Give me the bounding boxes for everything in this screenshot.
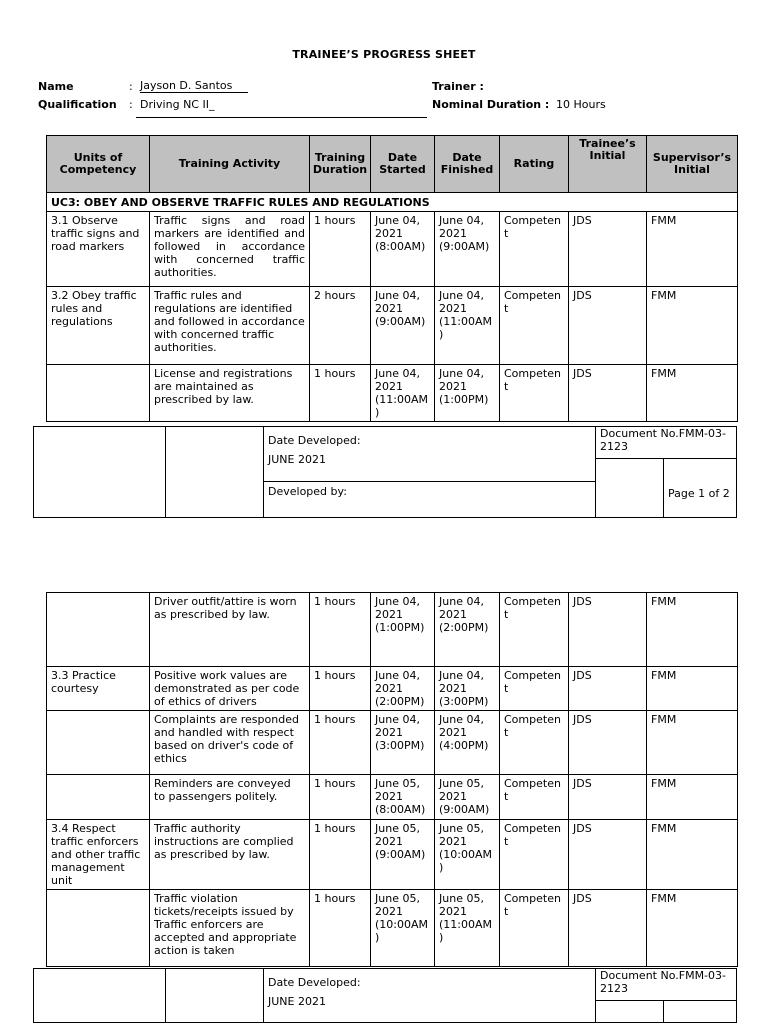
- document-title: TRAINEE’S PROGRESS SHEET: [292, 48, 476, 61]
- cell-started: June 04, 2021 (8:00AM): [371, 212, 435, 287]
- name-label: Name: [38, 80, 74, 93]
- cell-rating: Competent: [500, 775, 569, 820]
- cell-unit: [47, 775, 150, 820]
- cell-unit: [47, 890, 150, 967]
- unit-heading-row: [47, 193, 738, 212]
- document-number: Document No.FMM-03-2123: [596, 969, 737, 1001]
- cell-supervisor-initial: FMM: [647, 667, 738, 711]
- cell-trainee-initial: JDS: [569, 775, 647, 820]
- document-footer-page-1: [33, 426, 737, 518]
- cell-unit: 3.1 Observe traffic signs and road markers: [47, 212, 150, 287]
- table-row: [47, 890, 738, 967]
- cell-started: June 05, 2021 (9:00AM): [371, 820, 435, 890]
- cell-activity: Positive work values are demonstrated as per code of ethics of drivers: [150, 667, 310, 711]
- cell-finished: June 04, 2021 (1:00PM): [435, 365, 500, 422]
- cell-activity: Traffic signs and road markers are identified and followed in accordance with concerned traffic authorities.: [150, 212, 310, 287]
- cell-duration: 1 hours: [310, 775, 371, 820]
- name-colon: :: [129, 80, 133, 93]
- footer-blank-cell: [166, 427, 264, 518]
- cell-supervisor-initial: FMM: [647, 711, 738, 775]
- cell-finished: June 04, 2021 (9:00AM): [435, 212, 500, 287]
- col-header-finished: Date Finished: [435, 136, 500, 193]
- cell-trainee-initial: JDS: [569, 593, 647, 667]
- progress-table-page-2: [46, 592, 738, 967]
- cell-supervisor-initial: FMM: [647, 365, 738, 422]
- footer-logo-cell: [34, 427, 166, 518]
- date-developed-value: JUNE 2021: [268, 453, 326, 466]
- cell-supervisor-initial: FMM: [647, 593, 738, 667]
- cell-duration: 1 hours: [310, 593, 371, 667]
- col-header-trainee: Trainee’s Initial: [569, 136, 647, 193]
- cell-rating: Competent: [500, 365, 569, 422]
- cell-trainee-initial: JDS: [569, 890, 647, 967]
- cell-rating: Competent: [500, 820, 569, 890]
- date-developed-value: JUNE 2021: [268, 995, 326, 1008]
- cell-duration: 1 hours: [310, 711, 371, 775]
- cell-finished: June 04, 2021 (2:00PM): [435, 593, 500, 667]
- cell-duration: 1 hours: [310, 890, 371, 967]
- cell-rating: Competent: [500, 287, 569, 365]
- footer-blank-cell: [166, 969, 264, 1023]
- footer-logo-cell: [34, 969, 166, 1023]
- table-row: [47, 365, 738, 422]
- table-row: [47, 212, 738, 287]
- nominal-duration-value: 10 Hours: [556, 98, 606, 111]
- table-header-row: [47, 136, 738, 193]
- qualification-colon: :: [129, 98, 133, 111]
- cell-activity: Traffic violation tickets/receipts issued by Traffic enforcers are accepted and appropriate action is taken: [150, 890, 310, 967]
- table-row: [47, 593, 738, 667]
- cell-rating: Competent: [500, 711, 569, 775]
- cell-started: June 05, 2021 (8:00AM): [371, 775, 435, 820]
- cell-duration: 1 hours: [310, 820, 371, 890]
- progress-table-page-1: [46, 135, 738, 422]
- cell-unit: 3.3 Practice courtesy: [47, 667, 150, 711]
- cell-unit: 3.2 Obey traffic rules and regulations: [47, 287, 150, 365]
- cell-activity: Traffic authority instructions are complied as prescribed by law.: [150, 820, 310, 890]
- cell-finished: June 04, 2021 (4:00PM): [435, 711, 500, 775]
- col-header-supervisor: Supervisor’s Initial: [647, 136, 738, 193]
- table-row: [47, 711, 738, 775]
- qualification-underline: [136, 117, 427, 118]
- cell-finished: June 05, 2021 (11:00AM): [435, 890, 500, 967]
- col-header-rating: Rating: [500, 136, 569, 193]
- cell-started: June 04, 2021 (1:00PM): [371, 593, 435, 667]
- cell-trainee-initial: JDS: [569, 287, 647, 365]
- cell-finished: June 04, 2021 (11:00AM): [435, 287, 500, 365]
- col-header-duration: Training Duration: [310, 136, 371, 193]
- cell-started: June 04, 2021 (2:00PM): [371, 667, 435, 711]
- cell-unit: [47, 711, 150, 775]
- table-row: [47, 775, 738, 820]
- table-row: [47, 287, 738, 365]
- cell-finished: June 04, 2021 (3:00PM): [435, 667, 500, 711]
- document-footer-page-2: [33, 968, 737, 1023]
- document-number: Document No.FMM-03-2123: [596, 427, 737, 459]
- date-developed-label: Date Developed:: [268, 434, 361, 447]
- cell-started: June 04, 2021 (3:00PM): [371, 711, 435, 775]
- cell-started: June 05, 2021 (10:00AM): [371, 890, 435, 967]
- cell-rating: Competent: [500, 667, 569, 711]
- page-number: Page 1 of 2: [664, 459, 737, 518]
- cell-duration: 1 hours: [310, 667, 371, 711]
- cell-finished: June 05, 2021 (10:00AM): [435, 820, 500, 890]
- cell-unit: [47, 593, 150, 667]
- footer-date-developed: [264, 427, 596, 482]
- cell-supervisor-initial: FMM: [647, 820, 738, 890]
- cell-activity: Reminders are conveyed to passengers politely.: [150, 775, 310, 820]
- cell-trainee-initial: JDS: [569, 820, 647, 890]
- cell-duration: 1 hours: [310, 365, 371, 422]
- table-row: [47, 820, 738, 890]
- page-number-cell: [664, 1001, 737, 1023]
- cell-activity: Complaints are responded and handled with respect based on driver's code of ethics: [150, 711, 310, 775]
- cell-activity: Traffic rules and regulations are identified and followed in accordance with concerned traffic authorities.: [150, 287, 310, 365]
- cell-supervisor-initial: FMM: [647, 890, 738, 967]
- cell-trainee-initial: JDS: [569, 365, 647, 422]
- cell-finished: June 05, 2021 (9:00AM): [435, 775, 500, 820]
- unit-heading: UC3: OBEY AND OBSERVE TRAFFIC RULES AND REGULATIONS: [47, 193, 738, 212]
- cell-duration: 2 hours: [310, 287, 371, 365]
- cell-supervisor-initial: FMM: [647, 212, 738, 287]
- cell-activity: Driver outfit/attire is worn as prescribed by law.: [150, 593, 310, 667]
- table-row: [47, 667, 738, 711]
- col-header-unit: Units of Competency: [47, 136, 150, 193]
- cell-supervisor-initial: FMM: [647, 287, 738, 365]
- cell-duration: 1 hours: [310, 212, 371, 287]
- cell-rating: Competent: [500, 890, 569, 967]
- qualification-label: Qualification: [38, 98, 117, 111]
- cell-unit: [47, 365, 150, 422]
- name-value: Jayson D. Santos: [140, 80, 248, 93]
- date-developed-label: Date Developed:: [268, 976, 361, 989]
- cell-rating: Competent: [500, 212, 569, 287]
- cell-trainee-initial: JDS: [569, 711, 647, 775]
- cell-supervisor-initial: FMM: [647, 775, 738, 820]
- nominal-duration-label: Nominal Duration :: [432, 98, 550, 111]
- cell-started: June 04, 2021 (11:00AM): [371, 365, 435, 422]
- cell-activity: License and registrations are maintained as prescribed by law.: [150, 365, 310, 422]
- cell-unit: 3.4 Respect traffic enforcers and other traffic management unit: [47, 820, 150, 890]
- qualification-value: Driving NC II_: [140, 98, 215, 111]
- footer-blank-small-cell: [596, 1001, 664, 1023]
- trainer-label: Trainer :: [432, 80, 484, 93]
- footer-blank-small-cell: [596, 459, 664, 518]
- col-header-activity: Training Activity: [150, 136, 310, 193]
- footer-date-developed: [264, 969, 596, 1023]
- cell-trainee-initial: JDS: [569, 667, 647, 711]
- cell-rating: Competent: [500, 593, 569, 667]
- col-header-started: Date Started: [371, 136, 435, 193]
- cell-trainee-initial: JDS: [569, 212, 647, 287]
- cell-started: June 04, 2021 (9:00AM): [371, 287, 435, 365]
- developed-by-label: Developed by:: [264, 482, 596, 518]
